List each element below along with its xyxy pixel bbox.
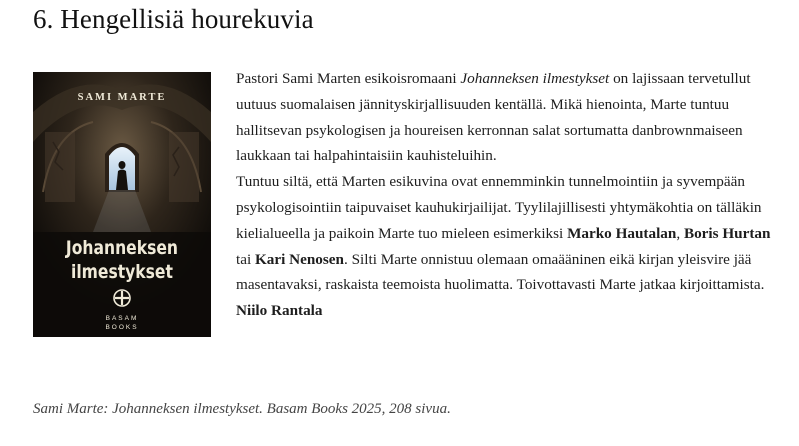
book-cover-image bbox=[33, 72, 211, 337]
cross-emblem-icon bbox=[114, 290, 130, 306]
signature: Niilo Rantala bbox=[236, 302, 323, 320]
book-title-mention: Johanneksen ilmestykset bbox=[460, 70, 610, 87]
cover-author: SAMI MARTE bbox=[77, 92, 167, 103]
article-heading: 6. Hengellisiä hourekuvia bbox=[33, 4, 314, 34]
author-mention-3: Kari Nenosen bbox=[254, 250, 344, 268]
cover-publisher-line2: BOOKS bbox=[105, 324, 139, 331]
author-mention-2: Boris Hurtan bbox=[683, 224, 771, 242]
paragraph-1: Pastori Sami Marten esikoisromaani Johanneksen ilmestykset on lajissaan tervetullut uutuus suomalaisen jännityskirjallisuuden kentällä. Mikä hienointa, Marte tuntuu hallitsevan psykologisen ja houreisen kerronnan salat sortumatta danbrownmaiseen laukkaan tai halpahintaisiin kauhisteluihin. bbox=[236, 70, 751, 165]
cover-title-line1: Johanneksen bbox=[65, 237, 179, 260]
paragraph-2: Tuntuu siltä, että Marten esikuvina ovat ennemminkin tunnelmointiin ja syvempään psykologisointiin taipuvaiset kauhukirjailijat. Tyylilajillisesti yhtymäkohtia on tälläkin kielialueella ja paikoin Marte tuo mieleen esimerkiksi Marko Hautalan, Boris Hurtan tai Kari Nenosen. Silti Marte onnistuu olemaan omaääninen eikä kirjan yleisvire jää masentavaksi, raskaista teemoista huolimatta. Toivottavasti Marte jatkaa kirjoittamista. bbox=[236, 173, 771, 294]
cover-publisher-line1: BASAM bbox=[105, 315, 139, 322]
cover-title-line2: ilmestykset bbox=[71, 261, 173, 284]
author-mention-1: Marko Hautalan bbox=[567, 224, 677, 242]
book-citation: Sami Marte: Johanneksen ilmestykset. Basam Books 2025, 208 sivua. bbox=[33, 401, 451, 417]
article-body bbox=[236, 66, 776, 324]
